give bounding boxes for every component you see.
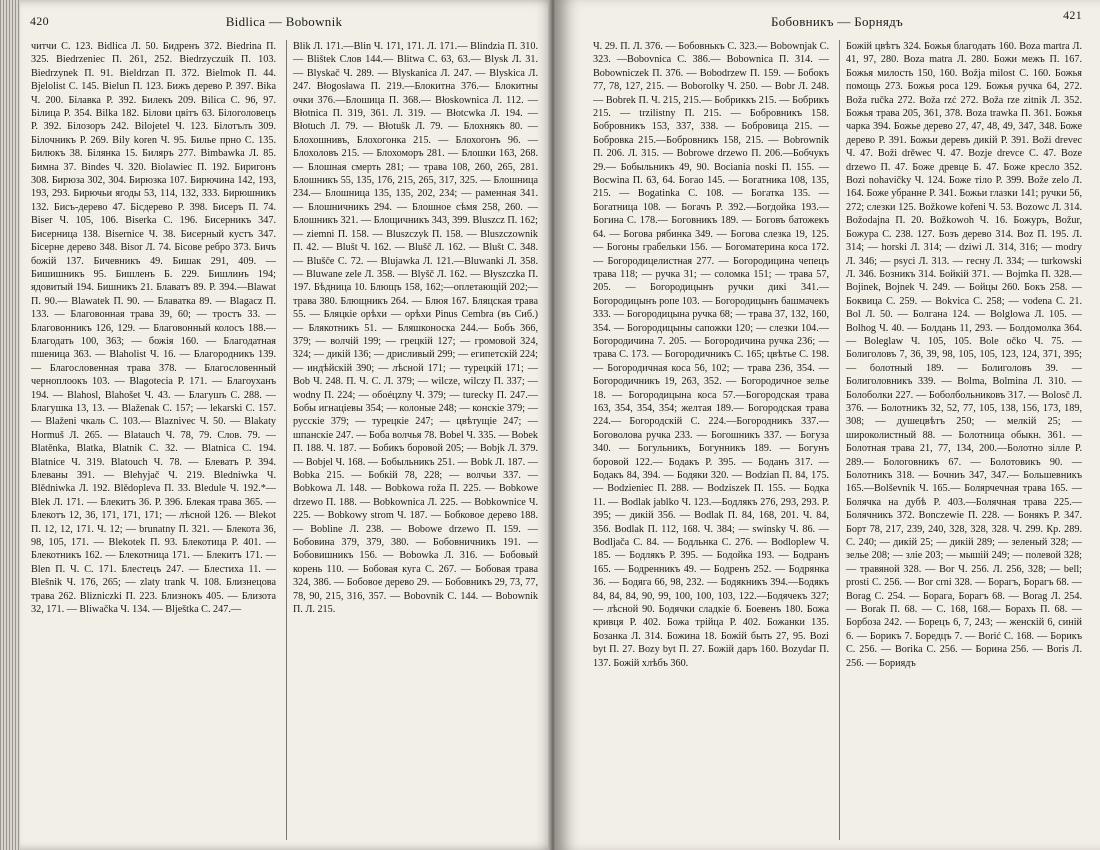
left-page-number: 420 — [30, 14, 49, 28]
right-column-2: Божiй цвѣтъ 324. Божья благодать 160. Boza martra Л. 41, 97, 280. Boza matra Л. 280. Божи межъ П. 167. Божья милость 150, 160. Božja milost С. 160. Божья помощь 273. Божья роса 129. Божья ручка 64, 272. Boža ručka 272. Boža rzć 272. Boža rze zitnik Л. 352. Божья трава 205, 361, 378. Boza trawka П. 361. Божья чарка 394. Божье дерево 27, 47, 48, 49, 347, 348. Боже дерево Р. 391. Божьи деревъ дикiй Р. 391. Boži drevec Ч. 47. Boži drěwec Ч. 47. Bozje drevce С. 47. Boze drzewo П. 47. Боже древце Б. 47. Боже кресло 352. Bozi nohavičky Ч. 124. Боже тiло Р. 399. Bože zelo Л. 164. Боже убранне Р. 341. Божьи глазки 141; ручки 56, 272; слезки 125. Božkowe kořeni Ч. 53. Bozowc Л. 314. Božodajna П. 20. Božkowoh Ч. 16. Божуръ, Božur, Божура С. 238. 127. Бозъ дерево 314. Boz П. 195. Л. 314; — horski Л. 314; — dziwi Л. 314, 316; — modry Л. 346; — psyci Л. 313. — гесну Л. 334; — turkowski Л. 346. Бозникъ 314. Бойкiй 371. — Bojmka П. 328.—Bojinek, Bojnek Ч. 249. — Бойцы 260. Бокъ 258. — Боквица С. 259. — Bokvica С. 258; — vodena С. 21. Bol Л. 50. — Болгана 124. — Bolglowa Л. 105. — Bolhog Ч. 40. — Болдань 11, 293. — Болдомолка 364. — Boleglaw Ч. 105, 105. Bole očko Ч. 75. — Болиголовъ 7, 36, 39, 98, 105, 105, 123, 124, 371, 395; — болотный 189. — Болиголовъ 39. — Болиголовникъ 339. — Bolma, Bolmina Л. 310. — Болоболки 227. — Боболбольниковъ 317. — Bolosč Л. 376. — Болотникъ 32, 52, 77, 105, 138, 156, 173, 189, 308; — душецвѣтъ 250; — мелкiй 25; — широколистный 88. — Болотница обыкн. 361. — Болотная трава 21, 77, 134, 200.—Болотно зiлле Р. 289.— Бологовникъ 67. — Болотовикъ 90. — Болотникъ 318. — Бочниъ 347, 347.— Большевникъ 165.—Bolševnik Ч. 165.— Болярчечная трава 165. — Болячка на дубѣ Р. 403.—Болячная трава 225.— Болячникъ 372. Bonczewie П. 228. — Бонякъ Р. 347. Борт 78, 217, 239, 240, 328, 328, 328. Ч. 299. Кр. 289. С. 240; — дикiй 25; — дикiй 289; — зеленый 328; — зелье 208; — злiе 203; — мышiй 249; — полевой 328; — травяной 328. — Bor Ч. 256. Л. 256, 328; — bell; prosti С. 256. — Bor crni 328. — Борагъ, Борагъ 68. — Borag С. 254. — Борага, Борагъ 68. — Borag Л. 254. — Borak П. 68. — С. 168, 168.— Борахъ П. 68. — Борбоза 242. — Борецъ 6, 7, 243; — женскiй 6, синiй 6. — Борикъ 7. Боредцъ 7. — Borić С. 168. — Борикъ С. 256. — Borika С. 256. — Борина 256. — Boris Л. 256. — Бориядъ — [839, 40, 1082, 840]
right-columns — [592, 40, 1082, 840]
right-page — [556, 0, 1100, 850]
left-running-title: Bidlica — Bobownik — [225, 14, 343, 29]
left-column-1: читчи С. 123. Bidlica Л. 50. Бидренъ 372. Biedrina П. 325. Biedrzeniec П. 261, 252. Biedrzyczuik П. 103. Biedrzynek П. 91. Bieldrzan П. 372. Bielmok П. 44. Bjelolist С. 145. Bielun П. 123. Бижъ дерево Р. 397. Bika Ч. 200. Бiлавка Р. 392. Билекъ 209. Bilica С. 96, 97. Бiлица Р. 354. Bilka 182. Бiлови цвiтъ 63. Бiлоголовецъ Р. 392. Бiлозоръ 242. Bilojetel Ч. 123. Бiлотълъ 309. Бiлочникъ Р. 269. Bily koren Ч. 95. Билье прно С. 135. Билюкъ 38. Бiлянка 15. Биляръ 277. Bimbawka Л. 85. Бимна 37. Bindes Ч. 320. Biolawiec П. 192. Биригонъ 308. Бирюза 302, 304. Бирюзка 107. Бирючина 142, 193, 193, 293. Бирючьи ягоды 53, 114, 132, 333. Бирюшникъ 132. Бисъ-дерево 47. Бiсдерево Р. 398. Бисеръ П. 74. Biser Ч. 105, 106. Biserka С. 196. Бисерникъ 347. Бисерница 138. Bisernice Ч. 38. Бисерный кустъ 347. Бiсерне дерево 348. Bisor Л. 74. Бiсове ребро 373. Бичъ божiй 137. Бичевникъ 49. Бишак 291, 409. — Бишишникъ 95. Бишленъ Б. 229. Бишлинъ 194; ядовитый 194. Бишникъ 21. Блаватъ 89. Р. 394.—Blawat П. 90.— Blawatek П. 90. — Блаватка 89. — Blagacz П. 133. — Благовонная трава 39, 60; — тростъ 33. — Благовонникъ 126, 129. — Благовонный колосъ 188.— Благодать 100, 363; — божiя 160. — Благодатная пшеница 363. — Blaholist Ч. 16. — Благородникъ 139. — Благословенная трава 378. — Благословенный черноплоокъ 103. — Blagotecia Р. 171. — Благоуханъ 194. — Blahosl, Blahošet Ч. 43. — Благушъ С. 288. — Благушка 13, 13. — Blaženak С. 157; — lekarski С. 157. — Blaženi чкаль С. 103.— Blaznivec Ч. 50. — Blakaty Hormuš Л. 265. — Blatauch Ч. 78, 79. Слов. 79. — Blatěnka, Blatka, Blatnik С. 32. — Blatnica С. 194. Blatnice Ч. 319. Blatouch Ч. 78. — Блеватъ Р. 394. Блеваны 391. — Blehyjač Ч. 219. Bledniwka Ч. Blědniwka Л. 192. Blědopleva П. 33. Bledule Ч. 192.*— Blek Л. 171. — Блекитъ 36. Р. 396. Блекая трава 365. — Блекотъ 12, 36, 171, 171, 171; — лѣсной 126. — Blekot П. 12, 12, 171. Ч. 12; — brunatny П. 321. — Блекота 36, 98, 105, 171. — Blekotek П. 93. Блекотица Р. 401. — Блекотникъ 162. — Блекотница 171. — Блекитъ 171. — Blen П. Ч. С. 171. Блестецъ 247. — Блестиха 11. — Blešnik Ч. 176, 265; — zlaty trank Ч. 108. Близнецова трава 262. Blizniczki П. 223. Близнокъ 405. — Близота 32, 171. — Bliwačka Ч. 134. — Blještka С. 247.— — [31, 41, 276, 616]
right-running-head — [592, 8, 1082, 34]
page-edges — [0, 0, 20, 850]
right-running-title: Бобовникъ — Борнядъ — [770, 14, 904, 29]
right-column-1: Ч. 29. П. Л. 376. — Бобовнькъ С. 323.— Bobownjak С. 323. —Bobovnica С. 386.— Bobownica П. 314. — Bobowniczek П. 376. — Bobodrzew П. 159. — Бобокъ 77, 78, 127, 215. — Boborolky Ч. 250. — Bobr Л. 248.— Bobrek П. Ч. 215, 215.— Бобриккъ 215. — Бобрикъ 215. — trzilistny П. 215. — Бобровникъ 158. Бобровникъ 153, 337, 338. — Бобровица 215. — Бобровка 215.—Бобровникъ 158, 215. — Bobrownik П. 206. Л. 315. — Bobrowe drzewo П. 206.—Бобчукъ 29.— Бобыльникъ 49, 90. Bociania noski П. 155. — Bocwina П. 63, 64. Богао 145. — Богатника 108, 135, 215. — Bogatinka С. 108. — Богатка 135. — Богатница 108. — Богачъ Р. 392.—Богдойка 193.—Богина С. 178.— Боговникъ 189. — Боговъ батожекъ 64. — Богова рябинка 349. — Богова слезка 19, 125. — Богоны грабельки 156. — Богоматерина коса 172. — Богородицелистная 277. — Богородицина чепецъ трава 118; — ручка 31; — соломка 151; — трава 57, 205. — Богородицынъ ручки дикi 341.—Богородицынъ ропе 103. — Богородицынъ башмачекъ 333. — Богородицына ручка 68; — трава 37, 132, 160, 354. — Богородицыны сапожки 120; — слезки 104.— Богородичина 7. 205. — Богородичина ручка 236; — трава С. 173. — Богородичникъ С. 165; цвѣтье С. 198. — Богородичная коса 56, 102; — трава 236, 354. — Богородичникъ 19, 263, 352. — Богородичное зелье 18. — Богородицына коса 57.—Богородская трава 163, 354, 354, 354; желтая 189.— Богородская трава 224.— Богородскiй С. 224.—Богородникъ 337.— Боговолова ручка 233. — Богошникъ 337. — Богуза 340. — Богульникъ, Богунникъ 189. — Богунъ боровой 122.— Бодакъ Р. 395. — Боданъ 317. — Бодакъ 84, 394. — Бодяки 320. — Bodzian П. 84, 175. — Bodzieniec П. 288. — Bodziszek П. 155. — Бодка 11. — Bodlak jablko Ч. 123.—Бодлякъ 276, 293, 293. Р. 395; — дикiй 356. — Bodlak П. 84, 168, 201. Ч. 84, 356. Bodlak П. 112, 168. Ч. 384; — swinsky Ч. 86. — Bodljača С. 84. — Бодльнка С. 276. — Bodloplew Ч. 185. — Бодлякъ Р. 395. — Бодойка 193. — Бодранъ 165. — Бодренникъ 49. — Бодренъ 252. — Бодрянка 36. — Бодяга 66, 98, 232. — Бодякникъ 394.—Бодякъ 84, 84, 84, 90, 99, 100, 100, 103, 122.—Бодячекъ 327;— лѣсной 90. Бодячки сладкiе 6. Боевенъ 180. Божа кривця Р. 402. Божа трiйца Р. 402. Божанки 135. Бозанка Л. 314. Божина 18. Божiй быть 27, 95. Bozi byt П. 27. Bozy byt П. 27. Божiй даръ 160. Bozydar П. 137. Божiй хлѣбъ 360. — [593, 41, 829, 669]
left-running-head — [30, 14, 538, 34]
left-columns — [30, 40, 538, 840]
left-column-2: Blik Л. 171.—Blin Ч. 171, 171. Л. 171.— Blindzia П. 310. — Blištek Слов 144.— Blitwa С. 63, 63.— Blysk Л. 31. — Blyskač Ч. 289. — Blyskanica Л. 247. — Blyskica Л. 247. Błogosława П. 219.—Блокитна 376.— Блокитны очки 376.—Блошица П. 368.— Błoskownica Л. 112. — Błotnica П. 319, 361. Л. 319. — Błotcwka Л. 194. — Błotuch Л. 79. — Błotušk Л. 79. — Блохнякъ 80. — Блохошнивъ, Блохогонка 215. — Блохогонъ 96. — Блохоловъ 215. — Блохоморъ 281. — Блошки 163, 268. — Блошная смерть 281; — трава 108, 260, 265, 281. Блошникъ 55, 135, 176, 215, 265, 317, 325. — Блошница 234.— Блошница 135, 135, 202, 234; — раменная 341. — Блошничникъ 294. — Блошное сѣмя 258, 260. — Блошникъ 321. — Блощичникъ 343, 399. Bluszcz П. 162; — ziemni П. 158. — Bluszczyk П. 158. — Bluszczownik П. 42. — Blušt Ч. 162. — Blušč Л. 162. — Blušt С. 348. — Blušče С. 72. — Blujawka Л. 121.—Bluwanki Л. 358.— Bluwane zele Л. 358. — Blyšč Л. 162. — Błyszczka П. 197. Бѣдница 10. Блющъ 158, 162;—оплетающiй 202;— трава 380. Блющникъ 264. — Блюя 167. Бляцская трава 55. — Бляцкiе орѣхи — орѣхи Pinus Cembra (въ Сиб.) — Блякотникъ 51. — Бляшконоска 244.— Бобъ 366, 379; — волчiй 199; — грецкiй 127; — громовой 324, 324; — дикiй 136; — дрисливый 299; — египетскiй 224; — индѣйскiй 390; — лѣсной 171; — турецкiй 171; — Bob Ч. 248. П. Ч. С. Л. 379; — wilcze, wilczy П. 337; — wodny П. 224; — обоéцzny Ч. 379; — turecky П. 247.— Бобы игнацiевы 354; — колоные 248; — конскiе 379; — русскiе 379; — турецкiе 247; — цвѣтущiе 247; — шпанскiе 247. — Боба волчья 78. Bobel Ч. 335. — Bobek П. 188. Ч. 187. — Бобикъ боровой 205; — Bobjk Л. 379. — Bobjel Ч. 168. — Бобыльникъ 251. — Bobk Л. 187. — Bobka 215. — Бобкiй 78, 228; — волчьи 337. — Bobkowa Л. 148. — Bobkowa roža П. 225. — Bobkowe drzewo П. 188. — Bobkownica Л. 225. — Bobkownice Ч. 225. — Bobkowy strom Ч. 187. — Бобковое дерево 188. — Bobline Л. 238. — Bobowe drzewo П. 159. — Бобовина 379, 379, 380. — Бобовничникъ 191. — Бобовишникъ 156. — Bobowka Л. 316. — Бобовый корень 110. — Бобовая куга С. 267. — Бобовая трава 324, 386. — Бобовое дерево 29. — Бобовникъ 29, 73, 77, 78, 90, 215, 316, 357. — Bobovnik С. 144. — Bobownik П. Л. 215. — [286, 40, 538, 840]
right-page-number: 421 — [1063, 8, 1082, 22]
